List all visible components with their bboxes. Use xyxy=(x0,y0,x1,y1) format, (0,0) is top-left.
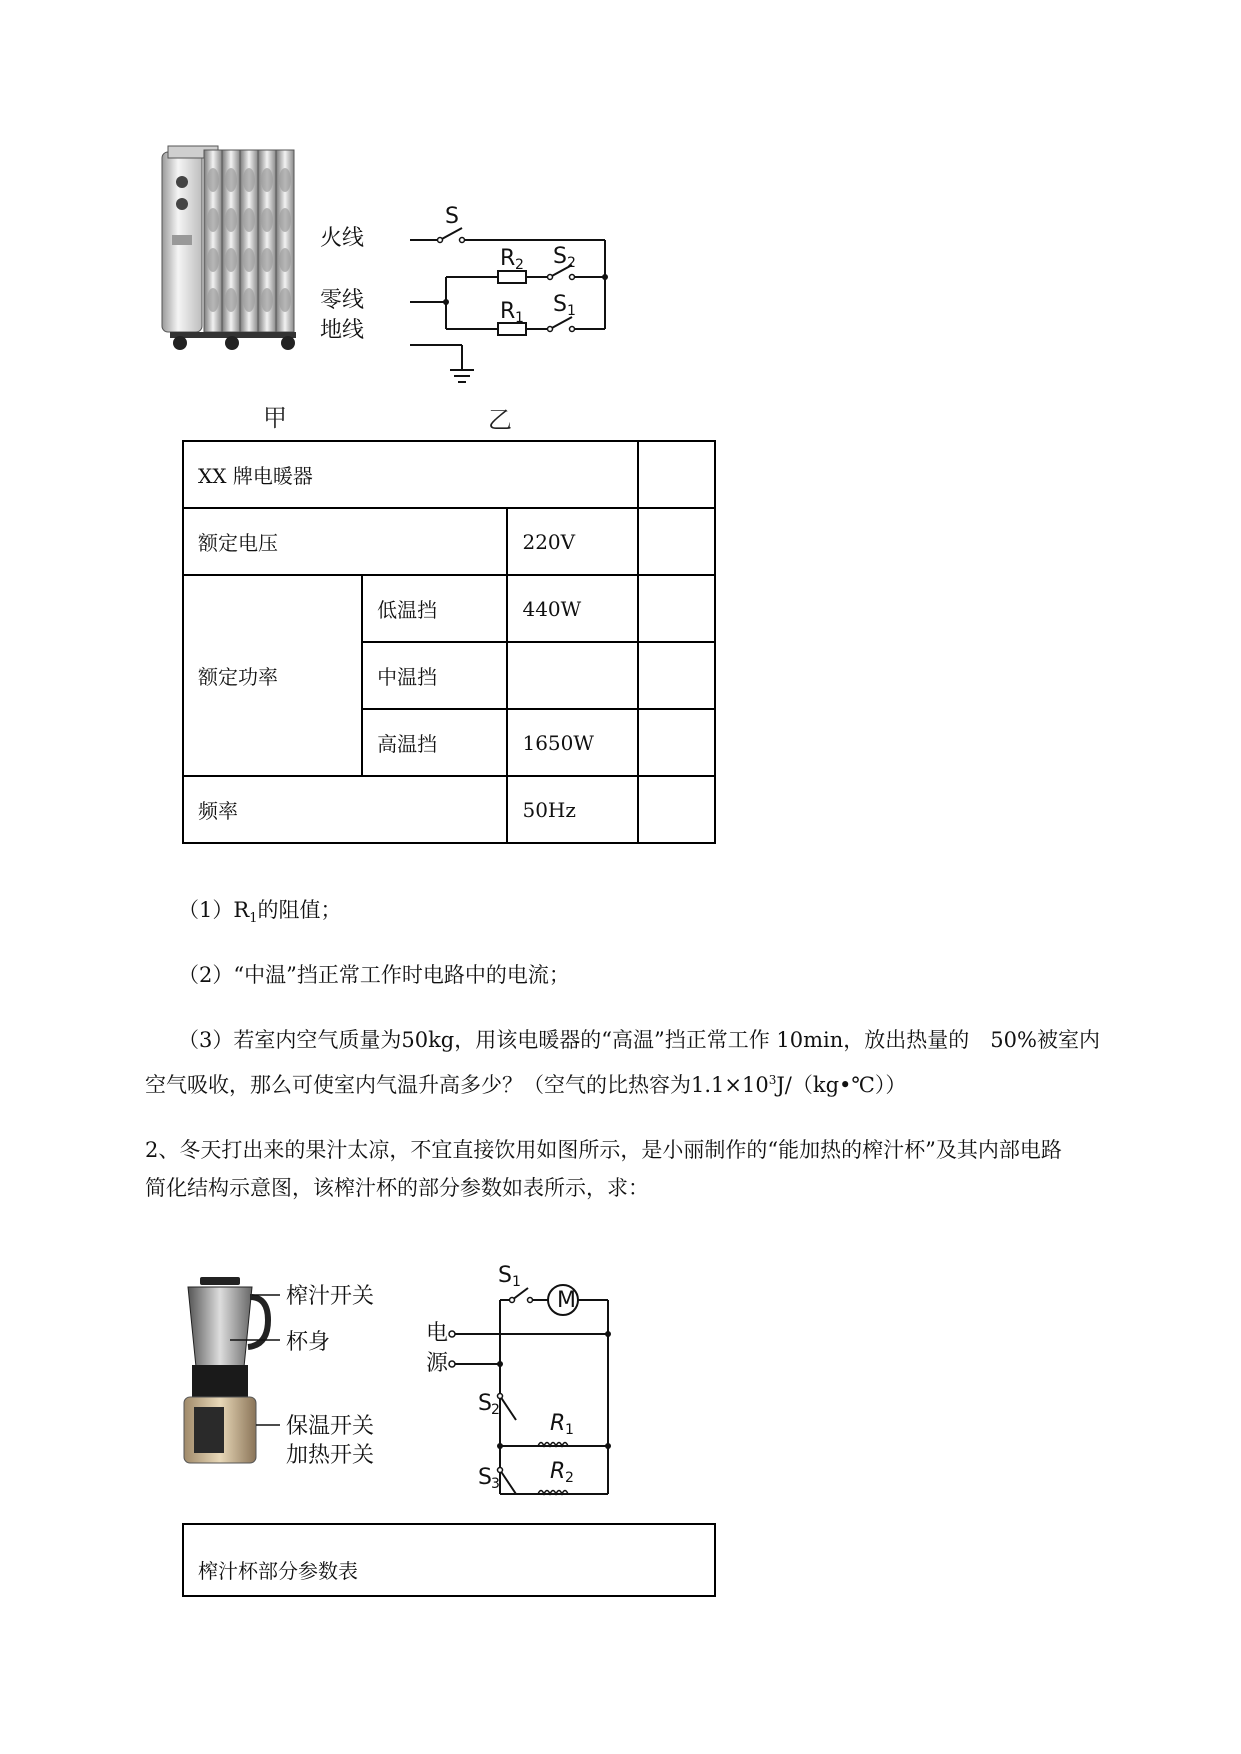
resistor-r2-label: R xyxy=(550,1459,566,1484)
question-1-subscript: 1 xyxy=(249,911,258,927)
switch-s3-subscript: 3 xyxy=(491,1476,500,1492)
resistor-r1-label: R xyxy=(500,299,516,324)
resistor-r2-subscript: 2 xyxy=(515,257,524,273)
table-cell-empty xyxy=(638,575,715,642)
low-setting-value: 440W xyxy=(507,575,638,642)
switch-s1-subscript: 1 xyxy=(567,303,576,319)
question-3-text: 空气吸收，那么可使室内气温升高多少？（空气的比热容为1.1×10 xyxy=(145,1073,769,1097)
question-2: （2）“中温”挡正常工作时电路中的电流； xyxy=(178,963,570,987)
low-setting-label: 低温挡 xyxy=(362,575,507,642)
table-row xyxy=(183,441,715,508)
resistor-r1-subscript: 1 xyxy=(565,1422,574,1438)
high-setting-value: 1650W xyxy=(507,709,638,776)
neutral-wire-label: 零线 xyxy=(320,288,365,313)
table-row xyxy=(183,1524,715,1596)
heating-switch-label: 加热开关 xyxy=(286,1443,375,1468)
question-3-line-2 xyxy=(145,1060,906,1105)
question-3-text-end: J/（kg•℃）） xyxy=(776,1073,907,1097)
switch-s2-label: S xyxy=(478,1391,492,1416)
live-wire-label: 火线 xyxy=(320,226,365,251)
table-cell-empty xyxy=(638,642,715,709)
frequency-value: 50Hz xyxy=(507,776,638,843)
resistor-r2-subscript: 2 xyxy=(565,1470,574,1486)
rated-power-label: 额定功率 xyxy=(183,575,362,776)
table-cell-empty xyxy=(638,441,715,508)
heater-circuit-diagram xyxy=(320,204,620,395)
switch-s1-label: S xyxy=(498,1263,512,1288)
table-title-cell: XX 牌电暖器 xyxy=(183,441,638,508)
cup-body-label: 杯身 xyxy=(286,1330,331,1355)
juicer-image xyxy=(170,1275,410,1475)
figure-caption-left: 甲 xyxy=(263,404,287,432)
resistor-r1-label: R xyxy=(550,1411,566,1436)
frequency-label: 频率 xyxy=(183,776,507,843)
table-cell-empty xyxy=(638,508,715,575)
question-3-superscript: 3 xyxy=(768,1073,777,1087)
juicer-circuit-diagram xyxy=(420,1260,620,1510)
question-1 xyxy=(178,890,341,939)
switch-s1-subscript: 1 xyxy=(512,1274,521,1290)
resistor-r2-label: R xyxy=(500,246,516,271)
table-row xyxy=(183,508,715,575)
power-label-1: 电 xyxy=(426,1321,449,1346)
switch-s3-label: S xyxy=(478,1465,492,1490)
mid-setting-value xyxy=(507,642,638,709)
juice-switch-label: 榨汁开关 xyxy=(286,1284,375,1309)
high-setting-label: 高温挡 xyxy=(362,709,507,776)
power-label-2: 源 xyxy=(426,1351,449,1376)
table-row xyxy=(183,776,715,843)
heater-spec-table xyxy=(182,440,716,844)
switch-s1-label: S xyxy=(553,292,567,317)
problem-2-line-1: 2、冬天打出来的果汁太凉，不宜直接饮用如图所示，是小丽制作的“能加热的榨汁杯”及其内部电路 xyxy=(145,1138,1062,1162)
motor-label: M xyxy=(557,1288,576,1313)
ground-wire-label: 地线 xyxy=(320,318,365,343)
question-1-text-end: 的阻值； xyxy=(257,898,342,922)
rated-voltage-label: 额定电压 xyxy=(183,508,507,575)
keep-warm-switch-label: 保温开关 xyxy=(286,1414,375,1439)
table-cell-empty xyxy=(638,709,715,776)
problem-2-line-2: 简化结构示意图，该榨汁杯的部分参数如表所示，求： xyxy=(145,1176,649,1200)
resistor-r1-subscript: 1 xyxy=(515,310,524,326)
switch-s-label: S xyxy=(445,204,459,229)
juicer-spec-table xyxy=(182,1523,716,1597)
switch-s2-subscript: 2 xyxy=(491,1402,500,1418)
heater-image xyxy=(160,140,310,355)
table-row xyxy=(183,575,715,642)
rated-voltage-value: 220V xyxy=(507,508,638,575)
switch-s2-label: S xyxy=(553,244,567,269)
question-1-text: （1）R xyxy=(178,898,250,922)
figure-caption-right: 乙 xyxy=(488,406,512,434)
table-title-cell: 榨汁杯部分参数表 xyxy=(183,1524,715,1596)
mid-setting-label: 中温挡 xyxy=(362,642,507,709)
question-3-line-1: （3）若室内空气质量为50kg，用该电暖器的“高温”挡正常工作 10min，放出热量的 50%被室内 xyxy=(178,1028,1100,1052)
switch-s2-subscript: 2 xyxy=(567,255,576,271)
table-cell-empty xyxy=(638,776,715,843)
